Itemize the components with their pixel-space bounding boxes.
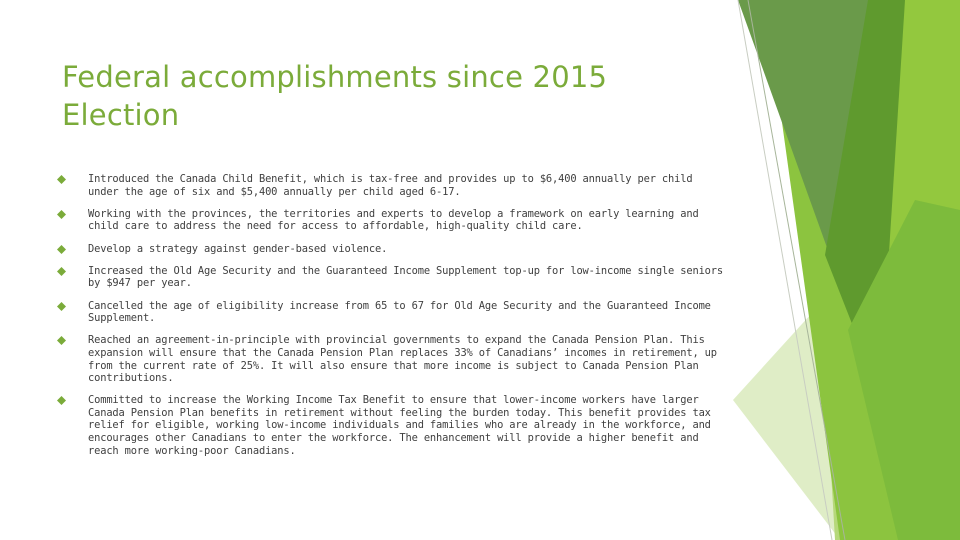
bullet-text: Cancelled the age of eligibility increase from 65 to 67 for Old Age Security and the Guaranteed Income Supplement. [88,299,711,325]
bullet-item [62,394,727,457]
bullet-text: Increased the Old Age Security and the Guaranteed Income Supplement top-up for low-income single seniors by $947 per year. [88,264,723,290]
bullet-text: Committed to increase the Working Income Tax Benefit to ensure that lower-income workers have larger Canada Pension Plan benefits in retirement without feeling the burden today. This benefit provides tax relief for eligible, working low-income individuals and families who are already in the workforce, and encourages other Canadians to enter the workforce. The enhancement will provide a higher benefit and reach more working-poor Canadians. [88,394,711,457]
bullet-text: Working with the provinces, the territories and experts to develop a framework on early learning and child care to address the need for access to affordable, high-quality child care. [88,207,699,233]
slide-title: Federal accomplishments since 2015 Election [62,60,608,132]
bullet-text: Develop a strategy against gender-based violence. [88,242,388,255]
bullet-item [62,334,727,384]
diamond-bullet-icon [57,267,66,276]
diamond-bullet-icon [57,302,66,311]
bullet-item [62,300,727,325]
bullet-item [62,208,727,233]
diamond-bullet-icon [57,336,66,345]
bullet-item [62,173,727,198]
bullet-text: Introduced the Canada Child Benefit, which is tax-free and provides up to $6,400 annually per child under the age of six and $5,400 annually per child aged 6-17. [88,173,693,198]
diamond-bullet-icon [57,245,66,254]
bullet-list [62,173,727,467]
diamond-bullet-icon [57,210,66,219]
diamond-bullet-icon [57,396,66,405]
bullet-text: Reached an agreement-in-principle with provincial governments to expand the Canada Pension Plan. This expansion will ensure that the Canada Pension Plan replaces 33% of Canadians’ incomes in retirement, up from the current rate of 25%. It will also ensure that more income is subject to Canada Pension Plan contributions. [88,334,717,385]
bullet-item [62,243,727,256]
bullet-item [62,265,727,290]
diamond-bullet-icon [57,175,66,184]
